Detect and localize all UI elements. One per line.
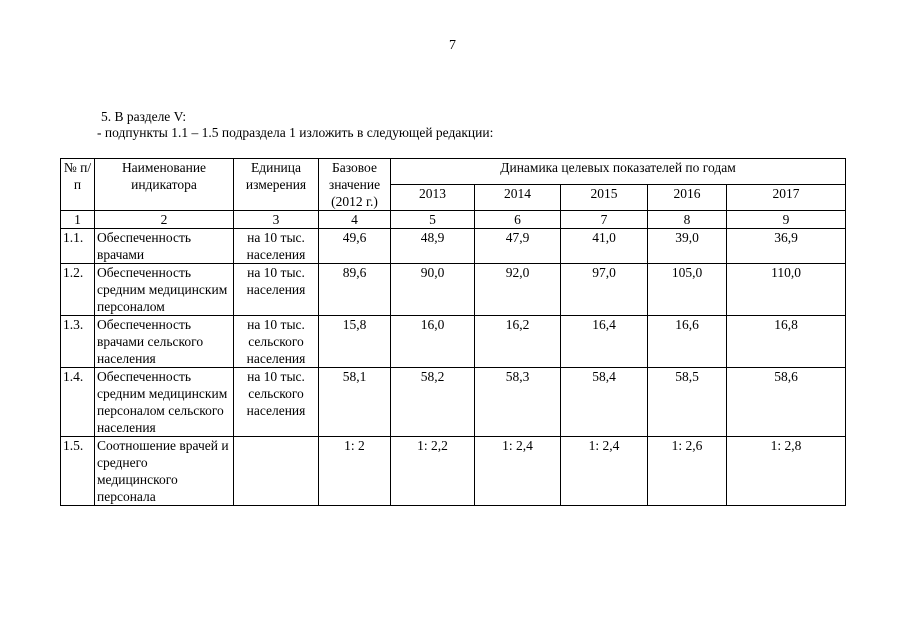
year-value: 1: 2,6 bbox=[648, 437, 727, 506]
row-number: 1.2. bbox=[61, 264, 95, 316]
column-number: 8 bbox=[648, 211, 727, 229]
year-value: 48,9 bbox=[391, 229, 475, 264]
page-number: 7 bbox=[449, 38, 456, 53]
table-row bbox=[61, 229, 846, 264]
row-number: 1.5. bbox=[61, 437, 95, 506]
year-value: 92,0 bbox=[475, 264, 561, 316]
year-value: 58,5 bbox=[648, 368, 727, 437]
indicator-name: Обеспеченность врачами bbox=[95, 229, 234, 264]
column-number: 6 bbox=[475, 211, 561, 229]
year-value: 90,0 bbox=[391, 264, 475, 316]
year-value: 1: 2,8 bbox=[727, 437, 846, 506]
base-value: 15,8 bbox=[319, 316, 391, 368]
column-number: 2 bbox=[95, 211, 234, 229]
year-value: 58,3 bbox=[475, 368, 561, 437]
year-value: 97,0 bbox=[561, 264, 648, 316]
year-value: 16,6 bbox=[648, 316, 727, 368]
base-value: 49,6 bbox=[319, 229, 391, 264]
year-value: 16,0 bbox=[391, 316, 475, 368]
header-dynamics: Динамика целевых показателей по годам bbox=[391, 159, 846, 185]
year-value: 110,0 bbox=[727, 264, 846, 316]
section-heading: 5. В разделе V: bbox=[101, 109, 187, 124]
table-row bbox=[61, 368, 846, 437]
table-row bbox=[61, 437, 846, 506]
row-number: 1.3. bbox=[61, 316, 95, 368]
year-value: 58,4 bbox=[561, 368, 648, 437]
year-value: 39,0 bbox=[648, 229, 727, 264]
indicator-name: Обеспеченность средним медицинским персоналом сельского населения bbox=[95, 368, 234, 437]
year-value: 16,8 bbox=[727, 316, 846, 368]
row-number: 1.1. bbox=[61, 229, 95, 264]
year-value: 16,4 bbox=[561, 316, 648, 368]
header-year: 2015 bbox=[561, 185, 648, 211]
header-base: Базовое значение (2012 г.) bbox=[319, 159, 391, 211]
header-unit: Единица измерения bbox=[234, 159, 319, 211]
year-value: 1: 2,4 bbox=[561, 437, 648, 506]
column-number-row bbox=[61, 211, 846, 229]
unit-cell bbox=[234, 437, 319, 506]
header-year: 2014 bbox=[475, 185, 561, 211]
header-row-1 bbox=[61, 159, 846, 185]
column-number: 7 bbox=[561, 211, 648, 229]
year-value: 41,0 bbox=[561, 229, 648, 264]
year-value: 58,2 bbox=[391, 368, 475, 437]
unit-cell: на 10 тыс. сельского населения bbox=[234, 368, 319, 437]
year-value: 58,6 bbox=[727, 368, 846, 437]
header-name: Наименование индикатора bbox=[95, 159, 234, 211]
indicator-name: Обеспеченность средним медицинским персоналом bbox=[95, 264, 234, 316]
year-value: 36,9 bbox=[727, 229, 846, 264]
year-value: 47,9 bbox=[475, 229, 561, 264]
header-num: № п/п bbox=[61, 159, 95, 211]
table-row bbox=[61, 316, 846, 368]
intro-text bbox=[97, 109, 493, 141]
column-number: 4 bbox=[319, 211, 391, 229]
table-row bbox=[61, 264, 846, 316]
indicator-name: Обеспеченность врачами сельского населения bbox=[95, 316, 234, 368]
unit-cell: на 10 тыс. сельского населения bbox=[234, 316, 319, 368]
year-value: 1: 2,2 bbox=[391, 437, 475, 506]
column-number: 9 bbox=[727, 211, 846, 229]
header-year: 2017 bbox=[727, 185, 846, 211]
column-number: 1 bbox=[61, 211, 95, 229]
indicators-table bbox=[60, 158, 846, 506]
row-number: 1.4. bbox=[61, 368, 95, 437]
instruction-text: - подпункты 1.1 – 1.5 подраздела 1 изложить в следующей редакции: bbox=[97, 125, 494, 140]
header-year: 2016 bbox=[648, 185, 727, 211]
column-number: 3 bbox=[234, 211, 319, 229]
base-value: 58,1 bbox=[319, 368, 391, 437]
unit-cell: на 10 тыс. населения bbox=[234, 264, 319, 316]
base-value: 1: 2 bbox=[319, 437, 391, 506]
year-value: 16,2 bbox=[475, 316, 561, 368]
year-value: 105,0 bbox=[648, 264, 727, 316]
header-year: 2013 bbox=[391, 185, 475, 211]
column-number: 5 bbox=[391, 211, 475, 229]
year-value: 1: 2,4 bbox=[475, 437, 561, 506]
base-value: 89,6 bbox=[319, 264, 391, 316]
indicator-name: Соотношение врачей и среднего медицинского персонала bbox=[95, 437, 234, 506]
unit-cell: на 10 тыс. населения bbox=[234, 229, 319, 264]
